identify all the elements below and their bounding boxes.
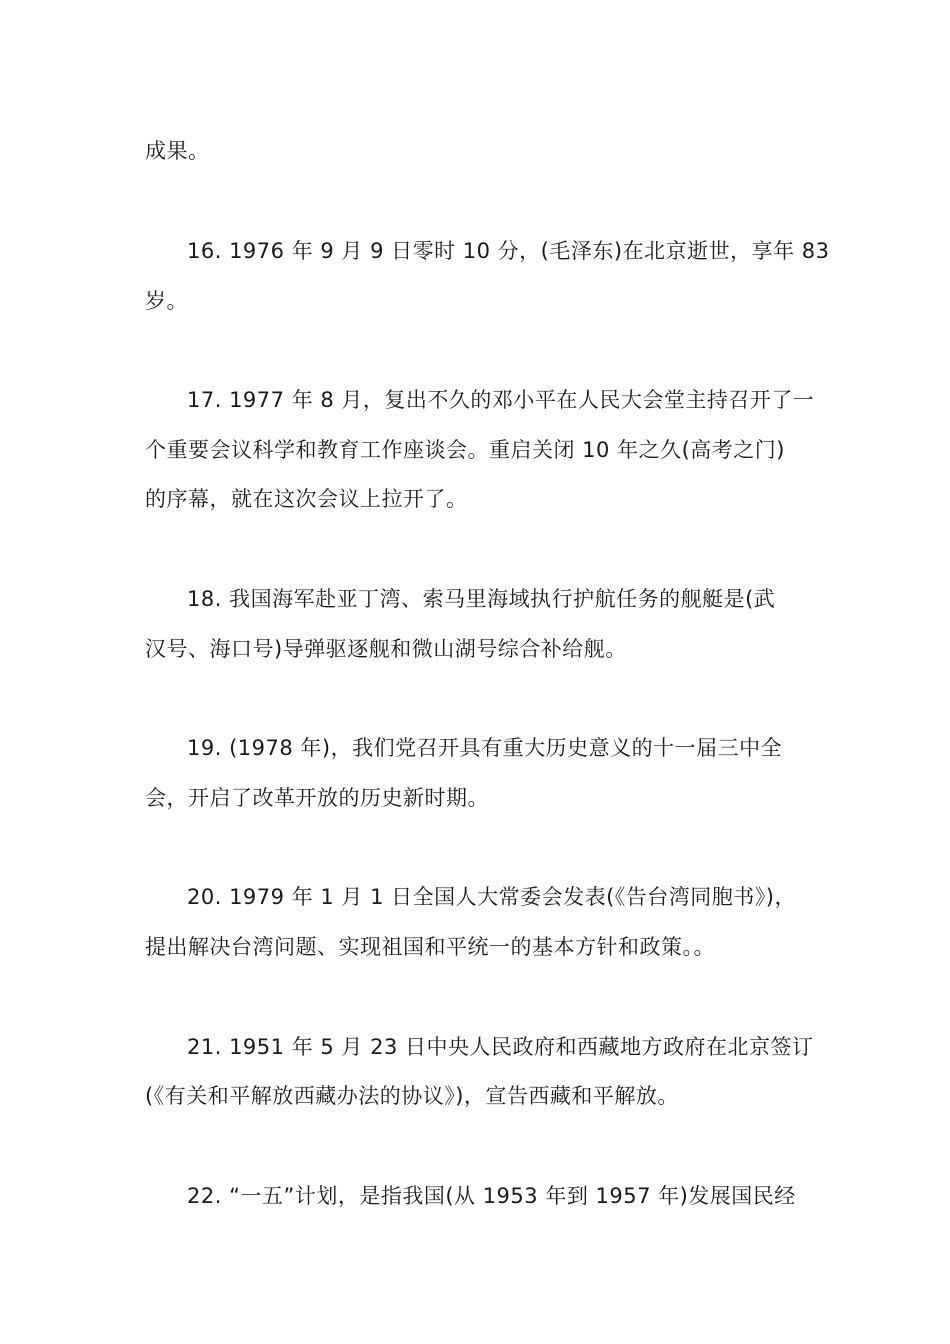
text-line: 汉号、海口号)导弹驱逐舰和微山湖号综合补给舰。 <box>145 637 627 661</box>
text-line: 个重要会议科学和教育工作座谈会。重启关闭 10 年之久(高考之门) <box>145 438 785 462</box>
text-line: 21. 1951 年 5 月 23 日中央人民政府和西藏地方政府在北京签订 <box>187 1035 814 1059</box>
text-line: 岁。 <box>145 289 188 313</box>
text-line: 18. 我国海军赴亚丁湾、索马里海域执行护航任务的舰艇是(武 <box>187 587 776 611</box>
text-line: 22. “一五”计划，是指我国(从 1953 年到 1957 年)发展国民经 <box>187 1184 796 1208</box>
text-line: 17. 1977 年 8 月，复出不久的邓小平在人民大会堂主持召开了一 <box>187 388 815 412</box>
text-line: 提出解决台湾问题、实现祖国和平统一的基本方针和政策。。 <box>145 935 715 959</box>
text-line: 会，开启了改革开放的历史新时期。 <box>145 786 489 810</box>
text-line: 19. (1978 年)，我们党召开具有重大历史意义的十一届三中全 <box>187 736 783 760</box>
text-line: (《有关和平解放西藏办法的协议》)，宣告西藏和平解放。 <box>145 1084 679 1108</box>
text-line: 20. 1979 年 1 月 1 日全国人大常委会发表(《告台湾同胞书》)， <box>187 885 796 909</box>
text-line: 的序幕，就在这次会议上拉开了。 <box>145 487 468 511</box>
text-line: 成果。 <box>145 139 210 163</box>
text-line: 16. 1976 年 9 月 9 日零时 10 分，(毛泽东)在北京逝世，享年 83 <box>187 239 830 263</box>
